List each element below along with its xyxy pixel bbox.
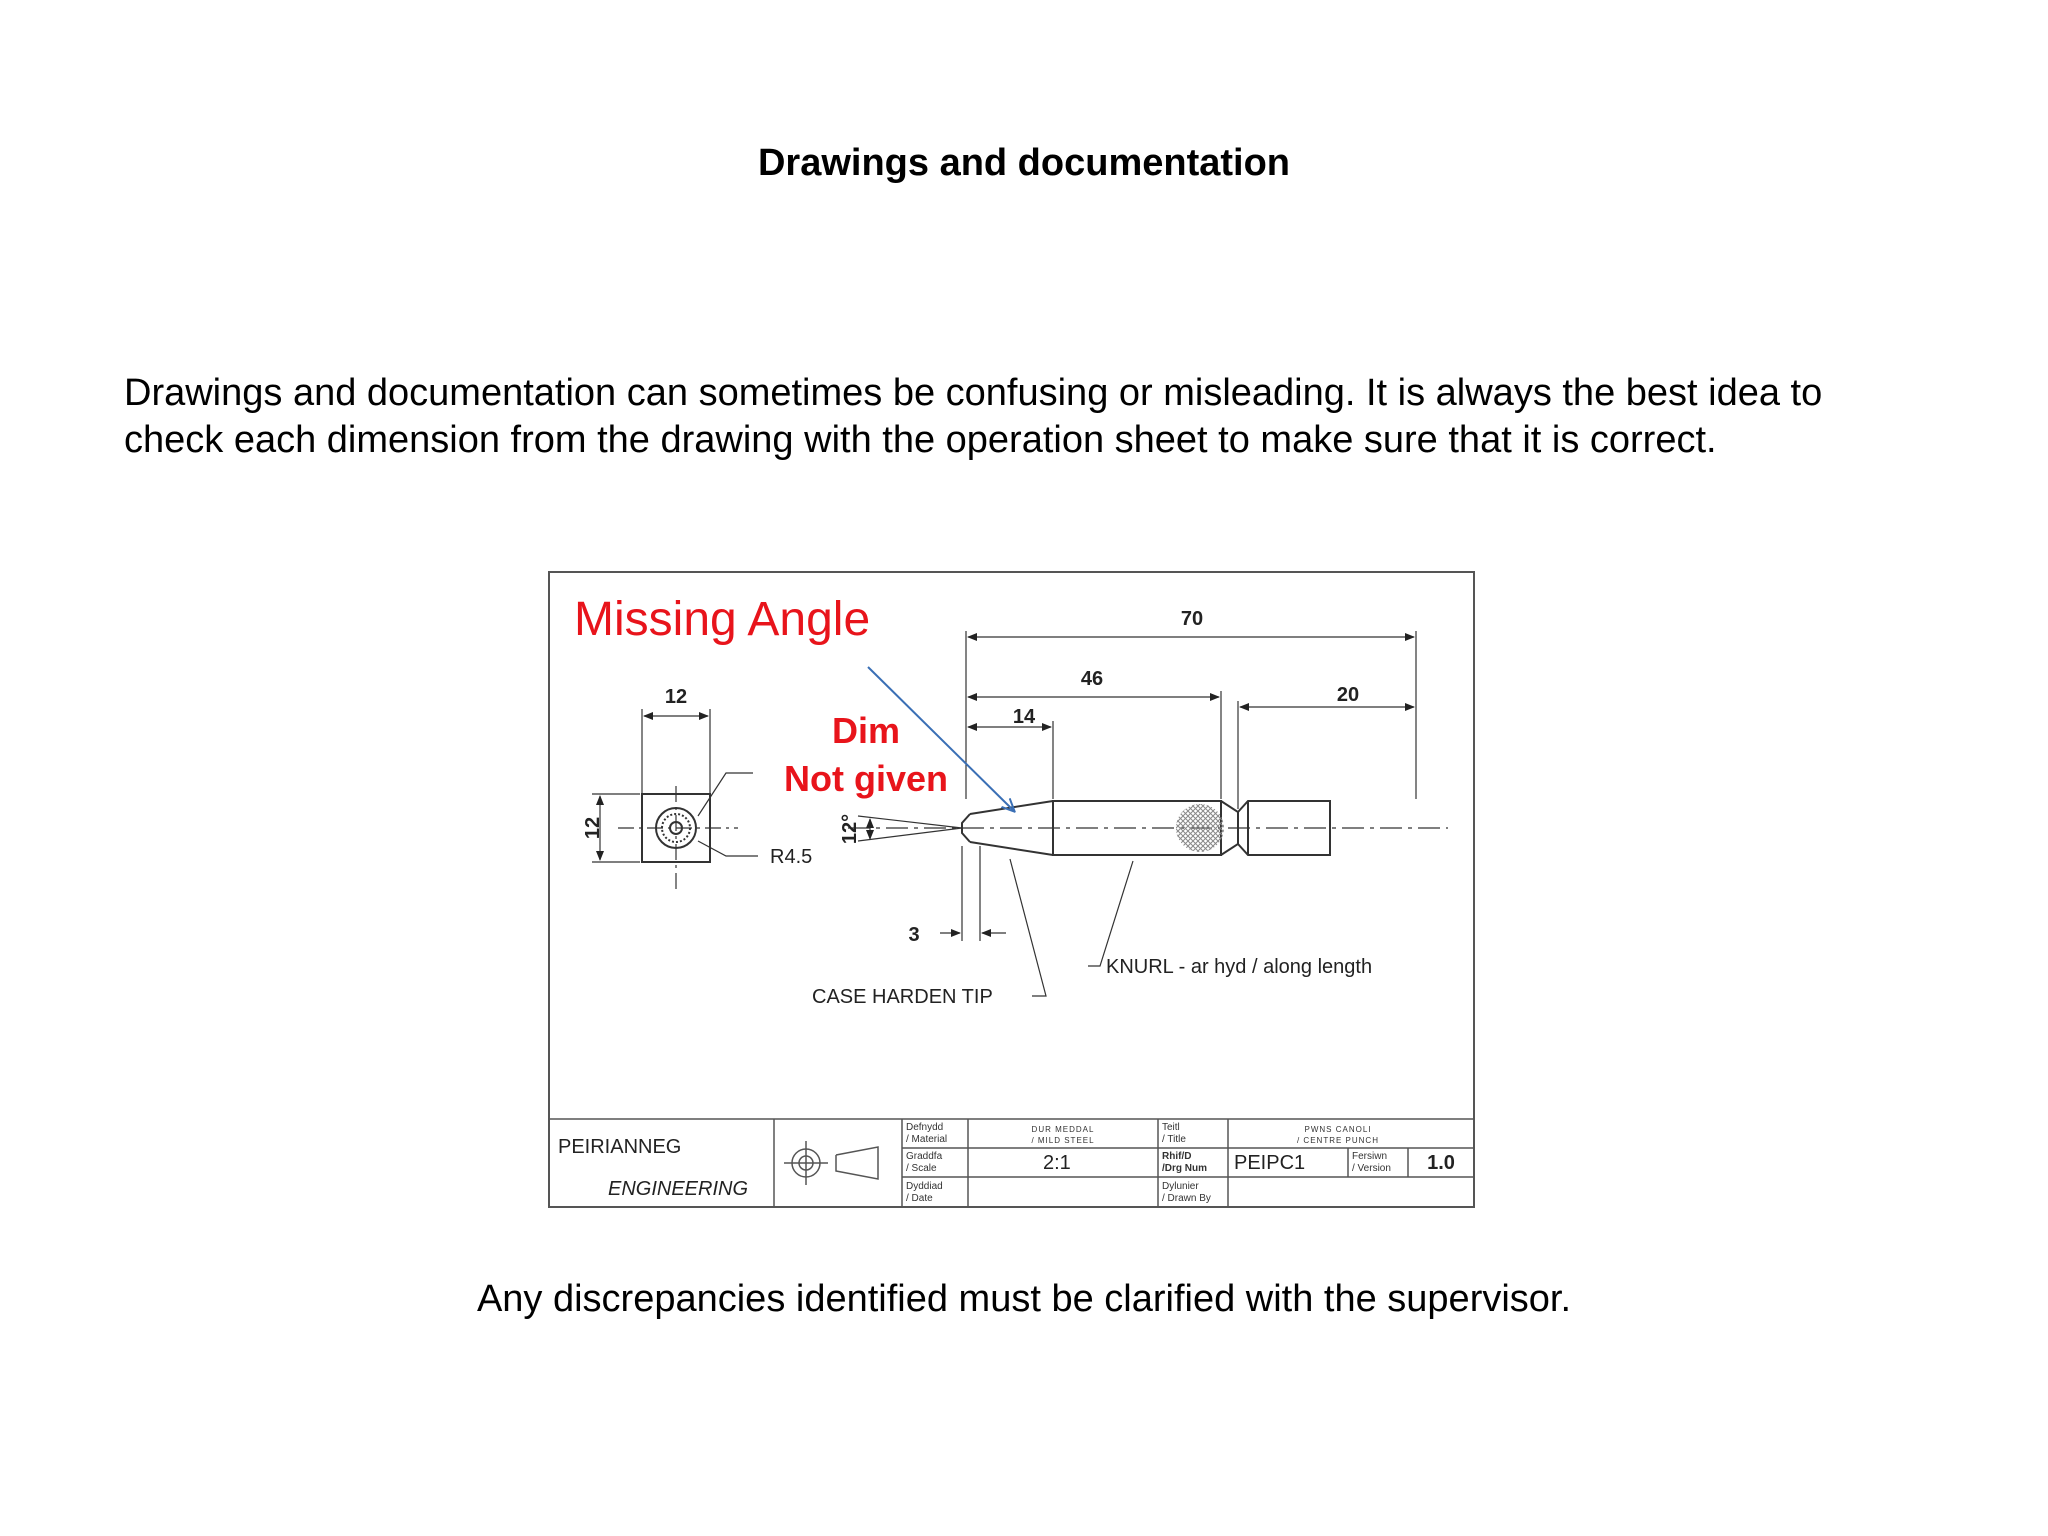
dim-body: 46 — [1080, 668, 1104, 690]
drg-value: PEIPC1 — [1234, 1152, 1306, 1174]
footer-note: Any discrepancies identified must be clarified with the supervisor. — [476, 1278, 1572, 1320]
page-title: Drawings and documentation — [757, 142, 1291, 184]
version-label-en: / Version — [1352, 1163, 1391, 1174]
annotation-not-given: Not given — [783, 758, 949, 799]
engineering-drawing — [548, 571, 1475, 1208]
date-label-cy: Dyddiad — [906, 1181, 943, 1192]
material-value-en: / MILD STEEL — [1031, 1136, 1095, 1145]
drawn-label-cy: Dylunier — [1162, 1181, 1199, 1192]
intro-line-1: Drawings and documentation can sometimes be confusing or misleading. It is always the best idea to — [124, 372, 1823, 414]
intro-line-2: check each dimension from the drawing with the operation sheet to make sure that it is correct. — [124, 419, 1717, 461]
dim-radius: R4.5 — [770, 846, 813, 868]
scale-label-cy: Graddfa — [906, 1151, 943, 1162]
intro-paragraph — [124, 370, 1984, 464]
dim-overall: 70 — [1180, 608, 1204, 630]
title-label-en: / Title — [1162, 1134, 1186, 1145]
title-value-cy: PWNS CANOLI — [1304, 1125, 1372, 1134]
scale-value: 2:1 — [1043, 1152, 1071, 1174]
drawn-label-en: / Drawn By — [1162, 1193, 1211, 1204]
date-label-en: / Date — [906, 1193, 933, 1204]
dim-right: 20 — [1336, 684, 1360, 706]
title-label-cy: Teitl — [1162, 1122, 1180, 1133]
dim-angle: 12° — [839, 813, 861, 845]
annotation-missing-angle: Missing Angle — [574, 593, 871, 646]
annotation-dim: Dim — [831, 710, 901, 751]
dim-square-width: 12 — [664, 686, 688, 708]
dim-square-height: 12 — [582, 816, 604, 840]
company-name-en: ENGINEERING — [608, 1178, 749, 1200]
title-value-en: / CENTRE PUNCH — [1296, 1136, 1380, 1145]
material-label-en: / Material — [906, 1134, 948, 1145]
dim-tip: 3 — [908, 924, 920, 946]
scale-label-en: / Scale — [906, 1163, 937, 1174]
note-knurl: KNURL - ar hyd / along length — [1106, 956, 1373, 978]
version-label-cy: Fersiwn — [1352, 1151, 1388, 1162]
note-case-harden: CASE HARDEN TIP — [812, 986, 993, 1008]
material-value-cy: DUR MEDDAL — [1031, 1125, 1095, 1134]
drg-label-cy: Rhif/D — [1162, 1151, 1192, 1162]
drg-label-en: /Drg Num — [1162, 1163, 1207, 1174]
material-label-cy: Defnydd — [906, 1122, 944, 1133]
sheet-border — [549, 572, 1474, 1207]
company-name-cy: PEIRIANNEG — [558, 1136, 682, 1158]
version-value: 1.0 — [1427, 1152, 1455, 1174]
dim-point: 14 — [1012, 706, 1036, 728]
